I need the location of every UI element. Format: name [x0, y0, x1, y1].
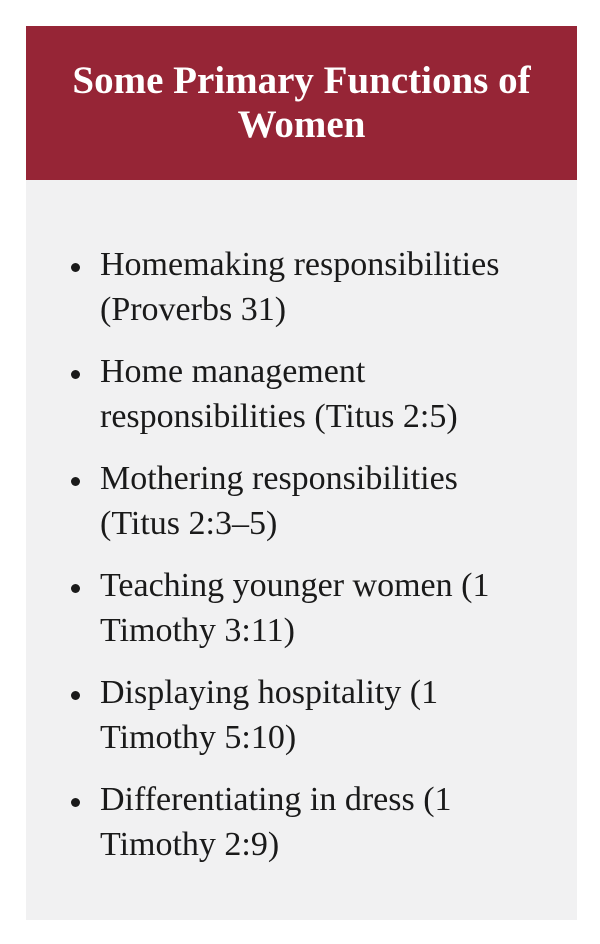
bullet-icon	[71, 370, 80, 379]
list-item	[26, 777, 577, 884]
list-item-text: Home management responsibilities (Titus 2:5)	[100, 353, 458, 435]
list-item	[26, 670, 577, 777]
list-item-text: Displaying hospitality (1 Timothy 5:10)	[100, 674, 439, 756]
list-item-text: Homemaking responsibilities (Proverbs 31)	[100, 246, 500, 328]
list-item	[26, 563, 577, 670]
card-title: Some Primary Functions of Women	[72, 59, 531, 146]
bullet-icon	[71, 691, 80, 700]
functions-list	[26, 242, 577, 884]
bullet-icon	[71, 584, 80, 593]
bullet-icon	[71, 798, 80, 807]
list-item	[26, 242, 577, 349]
list-item-text: Mothering responsibilities (Titus 2:3–5)	[100, 460, 458, 542]
bullet-icon	[71, 477, 80, 486]
card-header	[26, 26, 577, 180]
list-item-text: Teaching younger women (1 Timothy 3:11)	[100, 567, 490, 649]
list-item	[26, 349, 577, 456]
bullet-icon	[71, 263, 80, 272]
list-item-text: Differentiating in dress (1 Timothy 2:9)	[100, 781, 452, 863]
sidebar-card	[26, 26, 577, 920]
list-item	[26, 456, 577, 563]
